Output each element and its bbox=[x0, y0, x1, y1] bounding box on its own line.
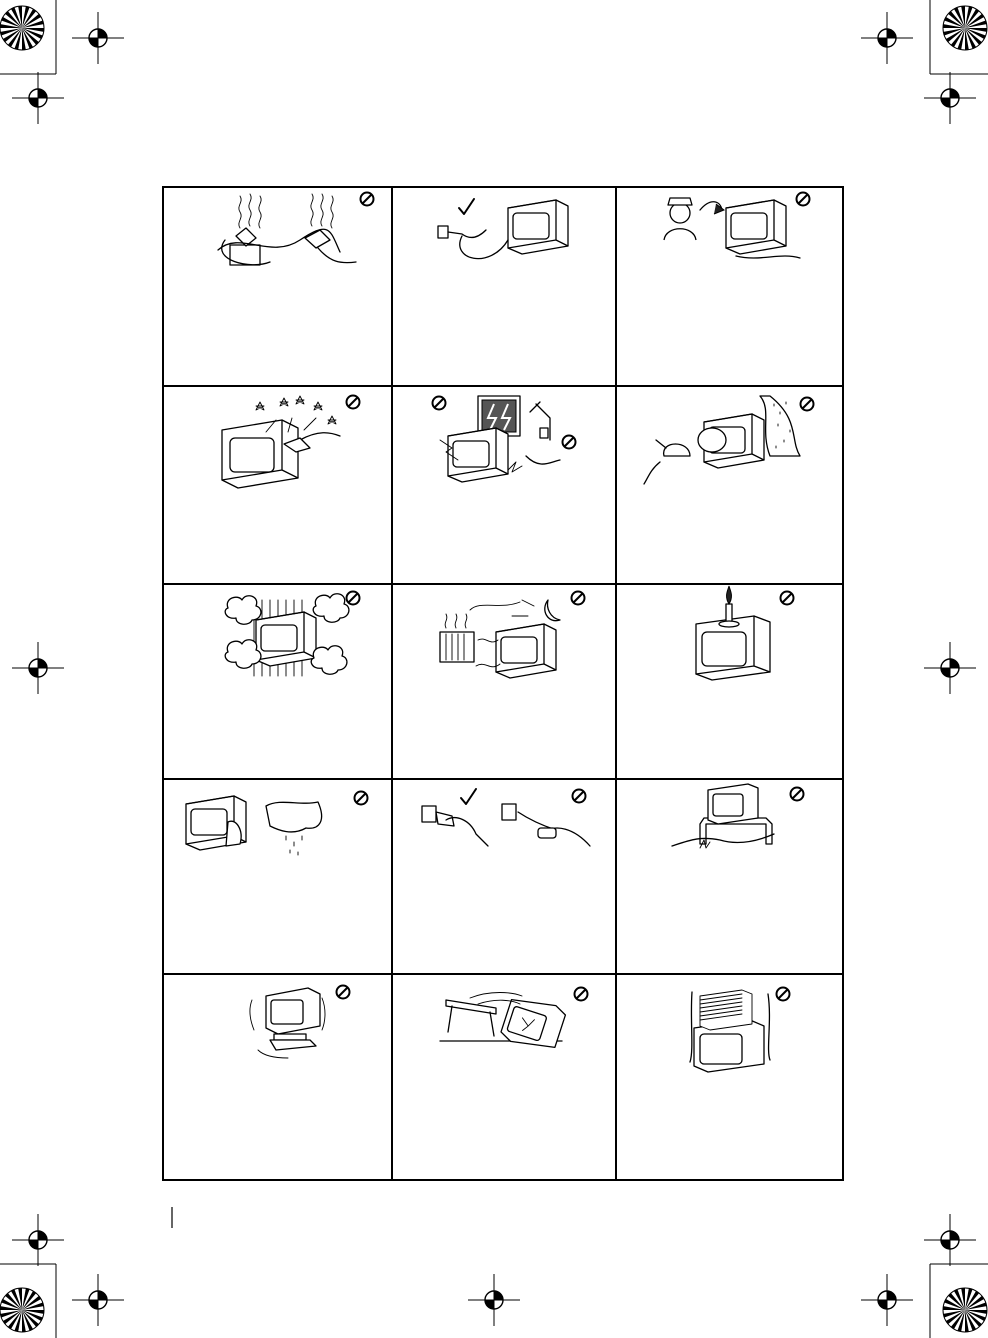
cell-heater-and-sun bbox=[440, 592, 585, 679]
check-icon bbox=[461, 789, 476, 804]
prohibited-icon bbox=[777, 988, 790, 1001]
cell-candle-on-tv bbox=[696, 586, 794, 680]
check-icon bbox=[459, 199, 474, 214]
prohibited-icon bbox=[337, 986, 350, 999]
prohibited-icon bbox=[347, 592, 360, 605]
prohibited-icon bbox=[355, 792, 368, 805]
starburst-bottom-left bbox=[0, 1288, 44, 1332]
prohibited-icon bbox=[361, 193, 374, 206]
technician-illustration bbox=[664, 198, 724, 240]
starburst-bottom-right bbox=[943, 1288, 987, 1332]
cell-unstable-stand bbox=[250, 986, 350, 1059]
cell-falling-tv bbox=[440, 988, 588, 1055]
registration-targets bbox=[12, 12, 976, 1326]
prohibited-icon bbox=[797, 193, 810, 206]
prohibited-icon bbox=[781, 592, 794, 605]
starburst-top-right bbox=[943, 6, 987, 50]
prohibited-icon bbox=[347, 396, 360, 409]
cell-blocked-ventilation bbox=[225, 592, 359, 677]
cell-kettle-steam-humidity bbox=[644, 396, 814, 484]
cell-wet-cloth-cleaning bbox=[186, 792, 368, 856]
cell-service-technician bbox=[664, 193, 810, 259]
cell-lightning-storm bbox=[433, 396, 576, 482]
cell-objects-stacked-on-tv bbox=[690, 988, 790, 1073]
cell-plug-handling bbox=[422, 789, 590, 846]
prohibited-icon bbox=[433, 397, 446, 410]
prohibited-icon bbox=[791, 788, 804, 801]
starburst-top-left bbox=[0, 6, 44, 50]
overloaded-outlet-illustration bbox=[218, 194, 356, 265]
prohibited-icon bbox=[572, 592, 585, 605]
prohibited-icon bbox=[575, 988, 588, 1001]
prohibited-icon bbox=[801, 398, 814, 411]
cell-hot-overloaded-outlet bbox=[218, 193, 374, 266]
cell-damaged-cable bbox=[672, 784, 804, 848]
corner-starbursts bbox=[0, 6, 987, 1332]
cell-unplug-tv bbox=[438, 199, 568, 259]
prohibited-icon bbox=[563, 436, 576, 449]
cell-sparks-objects-in-vents bbox=[222, 396, 360, 489]
prohibited-icon bbox=[573, 790, 586, 803]
unplug-illustration bbox=[508, 200, 568, 254]
